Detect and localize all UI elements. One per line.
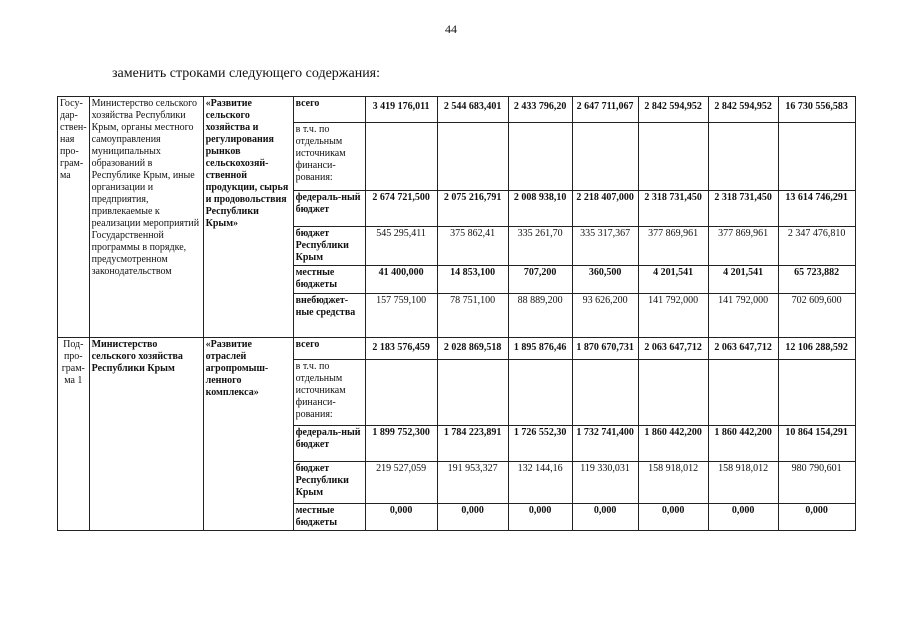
funding-source-label: в т.ч. по отдельным источникам финанси-рования: (293, 360, 365, 426)
amount-cell: 0,000 (365, 504, 437, 531)
page-number: 44 (445, 22, 457, 36)
amount-cell (365, 123, 437, 191)
amount-cell: 2 008 938,10 (508, 191, 572, 227)
amount-cell (572, 123, 638, 191)
amount-cell: 2 842 594,952 (638, 97, 708, 123)
amount-cell: 0,000 (572, 504, 638, 531)
program-title-cell: «Развитие отраслей агропромыш-ленного комплекса» (203, 338, 293, 531)
amount-cell: 88 889,200 (508, 294, 572, 338)
funding-source-label: местные бюджеты (293, 504, 365, 531)
amount-cell: 2 063 647,712 (708, 338, 778, 360)
budget-table (57, 96, 856, 531)
funding-source-label: федераль-ный бюджет (293, 191, 365, 227)
amount-cell: 2 347 476,810 (778, 227, 855, 266)
program-type-cell: Госу-дар-ствен-ная про-грам-ма (58, 97, 90, 338)
amount-cell (638, 123, 708, 191)
amount-cell: 2 063 647,712 (638, 338, 708, 360)
amount-cell: 65 723,882 (778, 266, 855, 294)
executor-cell: Министерство сельского хозяйства Республики Крым (89, 338, 203, 531)
table-row (58, 338, 856, 360)
amount-cell: 2 674 721,500 (365, 191, 437, 227)
amount-cell: 132 144,16 (508, 462, 572, 504)
amount-cell: 219 527,059 (365, 462, 437, 504)
amount-cell: 0,000 (638, 504, 708, 531)
amount-cell: 93 626,200 (572, 294, 638, 338)
amount-cell: 158 918,012 (708, 462, 778, 504)
amount-cell: 2 318 731,450 (708, 191, 778, 227)
amount-cell: 16 730 556,583 (778, 97, 855, 123)
amount-cell: 14 853,100 (437, 266, 508, 294)
amount-cell: 1 726 552,30 (508, 426, 572, 462)
funding-source-label: в т.ч. по отдельным источникам финанси-рования: (293, 123, 365, 191)
amount-cell: 707,200 (508, 266, 572, 294)
funding-source-label: бюджет Республики Крым (293, 227, 365, 266)
amount-cell: 2 433 796,20 (508, 97, 572, 123)
amount-cell: 191 953,327 (437, 462, 508, 504)
amount-cell: 158 918,012 (638, 462, 708, 504)
amount-cell (572, 360, 638, 426)
amount-cell: 1 732 741,400 (572, 426, 638, 462)
amount-cell: 2 318 731,450 (638, 191, 708, 227)
amount-cell: 10 864 154,291 (778, 426, 855, 462)
table-row (58, 97, 856, 123)
amount-cell: 4 201,541 (708, 266, 778, 294)
executor-cell: Министерство сельского хозяйства Республики Крым, органы местного самоуправления муниципальных образований в Республике Крым, иные организации и предприятия, привлекаемые к реализации мероприятий Государственной программы в порядке, предусмотренном законодательством (89, 97, 203, 338)
amount-cell: 2 647 711,067 (572, 97, 638, 123)
amount-cell: 141 792,000 (708, 294, 778, 338)
funding-source-label: бюджет Республики Крым (293, 462, 365, 504)
amount-cell: 1 899 752,300 (365, 426, 437, 462)
amount-cell: 1 784 223,891 (437, 426, 508, 462)
amount-cell: 41 400,000 (365, 266, 437, 294)
amount-cell (508, 360, 572, 426)
amount-cell: 2 842 594,952 (708, 97, 778, 123)
funding-source-label: внебюджет-ные средства (293, 294, 365, 338)
intro-text: заменить строками следующего содержания: (112, 66, 381, 81)
amount-cell: 0,000 (708, 504, 778, 531)
amount-cell (638, 360, 708, 426)
amount-cell: 1 860 442,200 (708, 426, 778, 462)
amount-cell: 0,000 (778, 504, 855, 531)
funding-source-label: федераль-ный бюджет (293, 426, 365, 462)
amount-cell: 0,000 (508, 504, 572, 531)
amount-cell (437, 360, 508, 426)
amount-cell: 141 792,000 (638, 294, 708, 338)
amount-cell (778, 360, 855, 426)
funding-source-label: всего (293, 97, 365, 123)
amount-cell: 157 759,100 (365, 294, 437, 338)
amount-cell: 78 751,100 (437, 294, 508, 338)
amount-cell: 360,500 (572, 266, 638, 294)
amount-cell (365, 360, 437, 426)
amount-cell: 13 614 746,291 (778, 191, 855, 227)
funding-source-label: всего (293, 338, 365, 360)
amount-cell: 335 261,70 (508, 227, 572, 266)
amount-cell (508, 123, 572, 191)
amount-cell: 2 218 407,000 (572, 191, 638, 227)
amount-cell: 2 075 216,791 (437, 191, 508, 227)
amount-cell: 375 862,41 (437, 227, 508, 266)
program-title-cell: «Развитие сельского хозяйства и регулирования рынков сельскохозяй-ственной продукции, сырья и продовольствия Республики Крым» (203, 97, 293, 338)
amount-cell: 335 317,367 (572, 227, 638, 266)
amount-cell: 545 295,411 (365, 227, 437, 266)
amount-cell: 1 860 442,200 (638, 426, 708, 462)
amount-cell: 980 790,601 (778, 462, 855, 504)
amount-cell: 3 419 176,011 (365, 97, 437, 123)
amount-cell: 119 330,031 (572, 462, 638, 504)
amount-cell: 12 106 288,592 (778, 338, 855, 360)
amount-cell: 1 895 876,46 (508, 338, 572, 360)
amount-cell: 1 870 670,731 (572, 338, 638, 360)
amount-cell: 2 028 869,518 (437, 338, 508, 360)
amount-cell: 702 609,600 (778, 294, 855, 338)
amount-cell (437, 123, 508, 191)
amount-cell: 2 544 683,401 (437, 97, 508, 123)
amount-cell: 377 869,961 (638, 227, 708, 266)
amount-cell (708, 360, 778, 426)
amount-cell: 4 201,541 (638, 266, 708, 294)
amount-cell: 0,000 (437, 504, 508, 531)
amount-cell (778, 123, 855, 191)
amount-cell: 377 869,961 (708, 227, 778, 266)
program-type-cell: Под-про-грам-ма 1 (58, 338, 90, 531)
amount-cell (708, 123, 778, 191)
amount-cell: 2 183 576,459 (365, 338, 437, 360)
funding-source-label: местные бюджеты (293, 266, 365, 294)
